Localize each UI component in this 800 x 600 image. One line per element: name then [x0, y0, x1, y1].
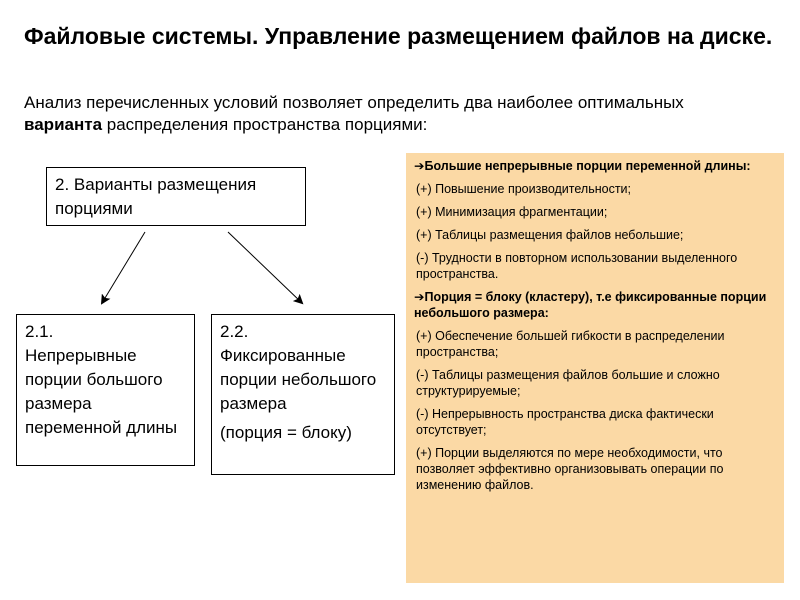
slide-title: Файловые системы. Управление размещением файлов на диске. [24, 23, 773, 49]
option-b-number: 2.2. [220, 322, 249, 341]
intro-part2: распределения пространства порциями: [102, 115, 428, 134]
section1-heading: ➔Большие непрерывные порции переменной длины: [414, 159, 751, 173]
section2-item: (+) Обеспечение большей гибкости в распределении пространства; [416, 329, 725, 359]
option-a-number: 2.1. [25, 322, 54, 341]
section2-item: (+) Порции выделяются по мере необходимости, что позволяет эффективно организовывать операции по изменению файлов. [416, 446, 724, 492]
arrow-right [228, 232, 302, 303]
intro-part1: Анализ перечисленных условий позволяет определить два наиболее оптимальных [24, 93, 684, 112]
section2-item: (-) Таблицы размещения файлов большие и сложно структурируемые; [416, 368, 720, 398]
intro-bold: варианта [24, 115, 103, 134]
section2-heading: ➔Порция = блоку (кластеру), т.е фиксированные порции небольшого размера: [414, 290, 767, 320]
main-box-label: 2. Варианты размещения порциями [55, 175, 257, 218]
section1-item: (+) Повышение производительности; [416, 182, 632, 196]
option-a-box [16, 314, 195, 466]
option-a-text: Непрерывные порции большого размера переменной длины [25, 346, 178, 437]
option-b-box [211, 314, 395, 475]
section1-item: (-) Трудности в повторном использовании выделенного пространства. [416, 251, 738, 281]
option-b-note: (порция = блоку) [220, 423, 352, 442]
section1-item: (+) Минимизация фрагментации; [416, 205, 608, 219]
comparison-panel [406, 153, 784, 583]
section1-item: (+) Таблицы размещения файлов небольшие; [416, 228, 684, 242]
arrow-left [102, 232, 145, 303]
option-b-text: Фиксированные порции небольшого размера [220, 346, 377, 413]
section2-item: (-) Непрерывность пространства диска фактически отсутствует; [416, 407, 714, 437]
arrow-right-icon: ➔ [414, 290, 425, 304]
arrow-right-icon: ➔ [414, 159, 425, 173]
